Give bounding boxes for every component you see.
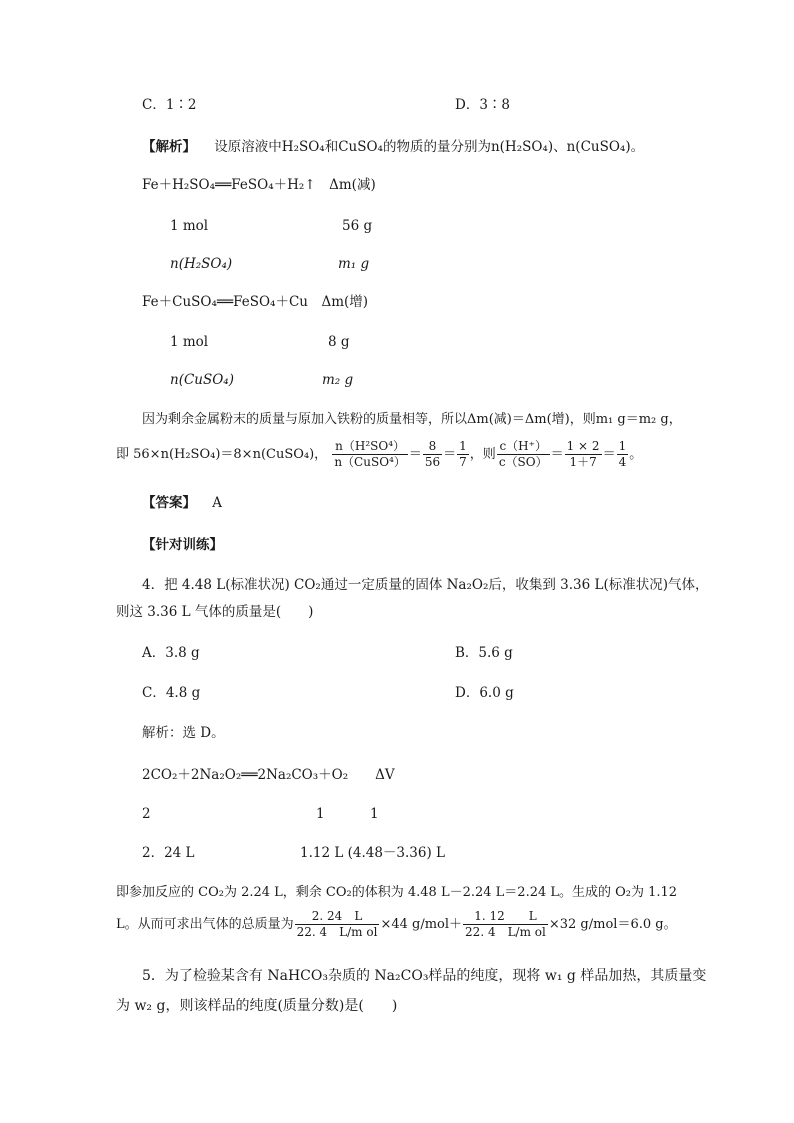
q4-equation: 2CO₂＋2Na₂O₂══2Na₂CO₃＋O₂ ΔV [142,767,395,783]
equation-1: Fe＋H₂SO₄══FeSO₄＋H₂↑ Δm(减) [142,177,376,193]
reason-text: 即 56×n(H₂SO₄)＝8×n(CuSO₄)， [116,447,328,462]
q4-row2-a: 2．24 L [142,845,195,861]
eq2-row2-right: m₂ g [322,372,354,388]
ratio-fraction-2: $\frac{8}{56}$ [424,439,441,469]
q4-mass-fraction-2: $\frac{1. 12 L}{\text{22. 4 L/m ol}}$ [465,909,546,939]
eq2-row1-right: 8 g [328,334,350,350]
q5-line-2: 为 w₂ g，则该样品的纯度(质量分数)是( ) [116,998,398,1014]
training-label: 【针对训练】 [142,537,223,553]
analysis-label: 【解析】 [142,139,196,155]
eq2-row1-left: 1 mol [170,334,209,350]
ratio-fraction-3: $\frac{1}{7}$ [459,439,467,469]
ratio-fraction-5: $\frac{1 \times 2}{1+7}$ [566,439,600,469]
reason-line-1: 因为剩余金属粉末的质量与原加入铁粉的质量相等，所以Δm(减)＝Δm(增)，则m₁ g＝m₂ g， [142,412,682,427]
answer-line [142,493,222,513]
eq1-row2-left: n(H₂SO₄) [170,256,233,272]
ratio-fraction-1: $\frac{\text{n（H²SO⁴）}}{\text{n（CuSO⁴）}}$ [334,439,406,469]
q4-option-d: D．6.0 g [455,685,514,701]
q4-row2-b: 1.12 L (4.48－3.36) L [300,845,446,861]
q4-option-c: C．4.8 g [142,685,201,701]
ratio-fraction-6: $\frac{1}{4}$ [618,439,627,469]
reason-line-2: 即 56×n(H₂SO₄)＝8×n(CuSO₄)， $\frac{\text{n（H²SO⁴）}}{\text{n（CuSO⁴）}}$ ＝ $\frac{8}{56}$ ＝ $\frac{1}{7}$ ，则 $\frac{c(H^+)}{c(SO)}$ ＝ $\frac{1 \times 2}{1+7}$ ＝ $\frac{1}{4}$ 。 [116,439,643,469]
q4-option-a: A．3.8 g [142,645,200,661]
q5-line-1: 5．为了检验某含有 NaHCO₃杂质的 Na₂CO₃样品的纯度，现将 w₁ g 样品加热，其质量变 [142,968,707,984]
answer-value: A [212,495,223,511]
q4-row1-c: 1 [370,806,379,822]
q4-line-2: 则这 3.36 L 气体的质量是( ) [116,604,314,620]
eq1-row1-left: 1 mol [170,218,209,234]
q4-row1-b: 1 [316,806,325,822]
eq1-row2-right: m₁ g [338,256,370,272]
ratio-fraction-4: $\frac{c(H^+)}{c(SO)}$ [498,439,548,469]
q3-option-d: D．3∶8 [455,97,511,113]
q4-option-b: B．5.6 g [455,645,513,661]
q4-line-1: 4．把 4.48 L(标准状况) CO₂通过一定质量的固体 Na₂O₂后，收集到 3.36 L(标准状况)气体， [142,577,709,593]
equation-2: Fe＋CuSO₄══FeSO₄＋Cu Δm(增) [142,294,369,310]
q4-mass-fraction-1: $\frac{2. 24 L}{\text{22. 4 L/m ol}}$ [296,909,378,939]
eq1-row1-right: 56 g [342,218,373,234]
eq2-row2-left: n(CuSO₄) [170,372,234,388]
q4-explanation-2: L。从而可求出气体的总质量为 $\frac{2. 24 L}{\text{22. 4 L/m ol}}$ ×44 g/mol＋ $\frac{1. 12 L}{\text{22. 4 L/m ol}}$ ×32 g/mol＝6.0 g。 [116,909,677,939]
analysis-intro: 设原溶液中H₂SO₄和CuSO₄的物质的量分别为n(H₂SO₄)、n(CuSO₄)。 [214,139,645,155]
q3-option-c: C．1∶2 [142,97,197,113]
q4-explanation-1: 即参加反应的 CO₂为 2.24 L，剩余 CO₂的体积为 4.48 L－2.24 L＝2.24 L。生成的 O₂为 1.12 [116,885,678,900]
q4-row1-a: 2 [142,806,151,822]
q4-solution: 解析：选 D。 [142,725,225,741]
answer-label: 【答案】 [142,495,196,511]
analysis-paragraph [142,137,644,157]
